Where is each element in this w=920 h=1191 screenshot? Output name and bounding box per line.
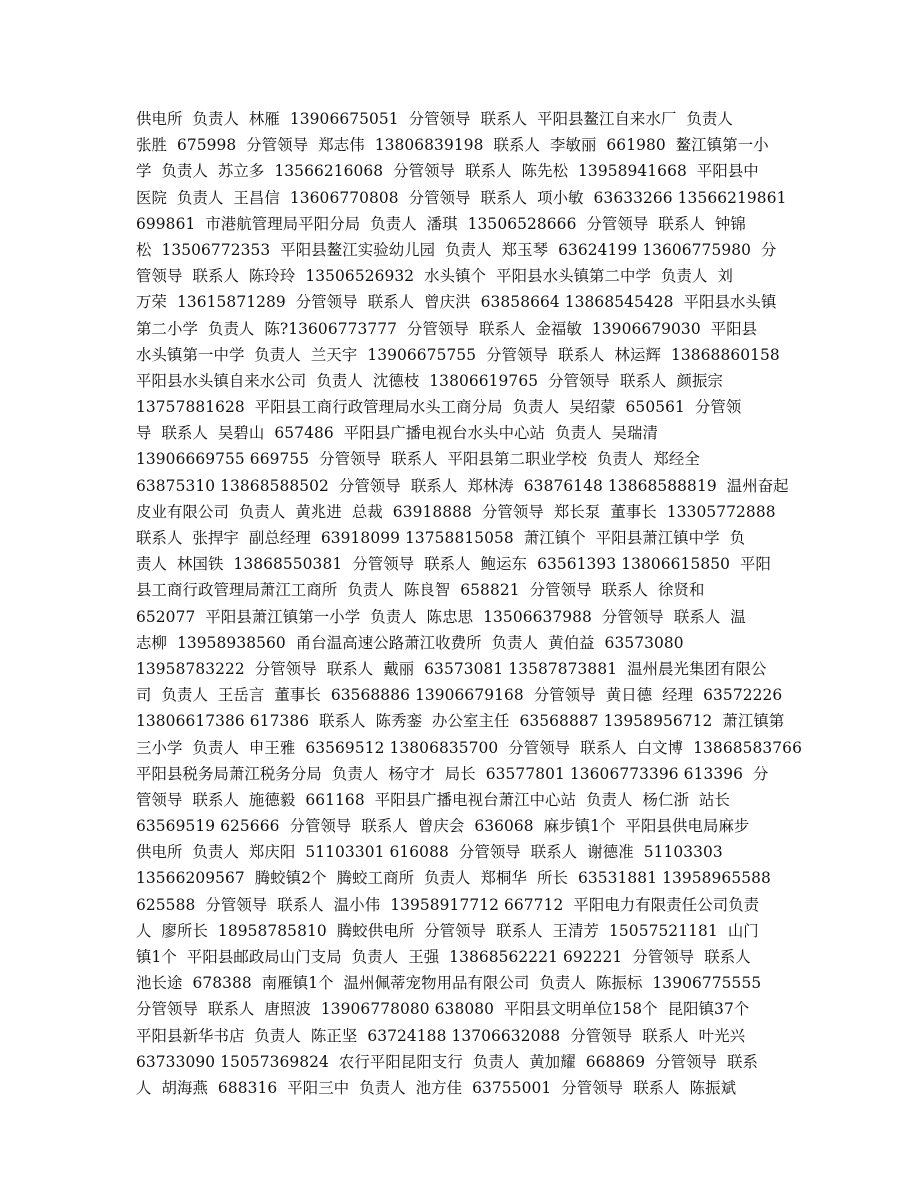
text-line: 63733090 15057369824 农行平阳昆阳支行 负责人 黄加耀 668869 分管领导 联系 <box>136 1052 759 1071</box>
text-line: 第二小学 负责人 陈?13606773777 分管领导 联系人 金福敏 13906679030 平阳县 <box>136 319 758 338</box>
text-line: 水头镇第一中学 负责人 兰天宇 13906675755 分管领导 联系人 林运辉 13868860158 <box>136 345 780 364</box>
text-line: 652077 平阳县萧江镇第一小学 负责人 陈忠思 13506637988 分管领导 联系人 温 <box>136 607 746 626</box>
text-line: 供电所 负责人 林雁 13906675051 分管领导 联系人 平阳县鳌江自来水厂 负责人 <box>136 110 733 128</box>
text-line: 万荣 13615871289 分管领导 联系人 曾庆洪 63858664 13868545428 平阳县水头镇 <box>136 293 777 312</box>
text-line: 管领导 联系人 施德毅 661168 平阳县广播电视台萧江中心站 负责人 杨仁浙 站长 <box>136 790 730 809</box>
text-line: 13806617386 617386 联系人 陈秀銮 办公室主任 63568887 13958956712 萧江镇第 <box>136 712 785 731</box>
text-line: 平阳县税务局萧江税务分局 负责人 杨守才 局长 63577801 13606773396 613396 分 <box>136 764 769 783</box>
text-line: 13566209567 腾蛟镇2个 腾蛟工商所 负责人 郑桐华 所长 63531881 13958965588 <box>136 869 771 888</box>
text-line: 人 胡海燕 688316 平阳三中 负责人 池方佳 63755001 分管领导 联系人 陈振斌 <box>136 1078 737 1097</box>
text-line: 63569519 625666 分管领导 联系人 曾庆会 636068 麻步镇1个 平阳县供电局麻步 <box>136 817 750 836</box>
text-line: 625588 分管领导 联系人 温小伟 13958917712 667712 平阳电力有限责任公司负责 <box>136 895 760 914</box>
text-line: 13958783222 分管领导 联系人 戴丽 63573081 13587873881 温州晨光集团有限公 <box>136 659 767 678</box>
text-line: 张胜 675998 分管领导 郑志伟 13806839198 联系人 李敏丽 661980 鳌江镇第一小 <box>136 136 769 155</box>
text-line: 池长途 678388 南雁镇1个 温州佩蒂宠物用品有限公司 负责人 陈振标 13906775555 <box>136 974 762 993</box>
text-line: 松 13506772353 平阳县鳌江实验幼儿园 负责人 郑玉琴 63624199 13606775980 分 <box>136 240 777 259</box>
text-line: 63875310 13868588502 分管领导 联系人 郑林涛 63876148 13868588819 温州奋起 <box>136 476 789 495</box>
text-line: 镇1个 平阳县邮政局山门支局 负责人 王强 13868562221 692221 分管领导 联系人 <box>136 948 751 966</box>
text-line: 三小学 负责人 申王雅 63569512 13806835700 分管领导 联系人 白文博 13868583766 <box>136 738 802 757</box>
text-line: 人 廖所长 18958785810 腾蛟供电所 分管领导 联系人 王清芳 15057521181 山门 <box>136 921 759 940</box>
text-line: 分管领导 联系人 唐照波 13906778080 638080 平阳县文明单位158个 昆阳镇37个 <box>136 1000 750 1019</box>
text-line: 县工商行政管理局萧江工商所 负责人 陈良智 658821 分管领导 联系人 徐贤和 <box>136 581 705 600</box>
text-line: 志柳 13958938560 甬台温高速公路萧江收费所 负责人 黄伯益 63573080 <box>136 633 684 652</box>
text-line: 699861 市港航管理局平阳分局 负责人 潘琪 13506528666 分管领导 联系人 钟锦 <box>136 214 746 233</box>
text-line: 导 联系人 吴碧山 657486 平阳县广播电视台水头中心站 负责人 吴瑞清 <box>136 424 659 443</box>
text-line: 责人 林国铁 13868550381 分管领导 联系人 鲍运东 63561393 13806615850 平阳 <box>136 555 771 574</box>
text-line: 平阳县新华书店 负责人 陈正坚 63724188 13706632088 分管领导 联系人 叶光兴 <box>136 1026 746 1045</box>
text-line: 13906669755 669755 分管领导 联系人 平阳县第二职业学校 负责人 郑经全 <box>136 450 700 469</box>
text-line: 皮业有限公司 负责人 黄兆进 总裁 63918888 分管领导 郑长泵 董事长 13305772888 <box>136 502 776 521</box>
text-line: 平阳县水头镇自来水公司 负责人 沈德枝 13806619765 分管领导 联系人 颜振宗 <box>136 371 723 390</box>
text-line: 学 负责人 苏立多 13566216068 分管领导 联系人 陈先松 13958941668 平阳县中 <box>136 162 759 181</box>
text-line: 联系人 张捍宇 副总经理 63918099 13758815058 萧江镇个 平阳县萧江镇中学 负 <box>136 529 746 547</box>
text-line: 管领导 联系人 陈玲玲 13506526932 水头镇个 平阳县水头镇第二中学 负责人 刘 <box>136 267 733 286</box>
text-line: 司 负责人 王岳言 董事长 63568886 13906679168 分管领导 黄日德 经理 63572226 <box>136 686 783 705</box>
text-line: 医院 负责人 王昌信 13606770808 分管领导 联系人 项小敏 63633266 13566219861 <box>136 188 787 207</box>
text-line: 13757881628 平阳县工商行政管理局水头工商分局 负责人 吴绍蒙 650561 分管领 <box>136 398 742 417</box>
text-line: 供电所 负责人 郑庆阳 51103301 616088 分管领导 联系人 谢德准 51103303 <box>136 843 723 862</box>
document-body-text <box>136 106 826 1101</box>
